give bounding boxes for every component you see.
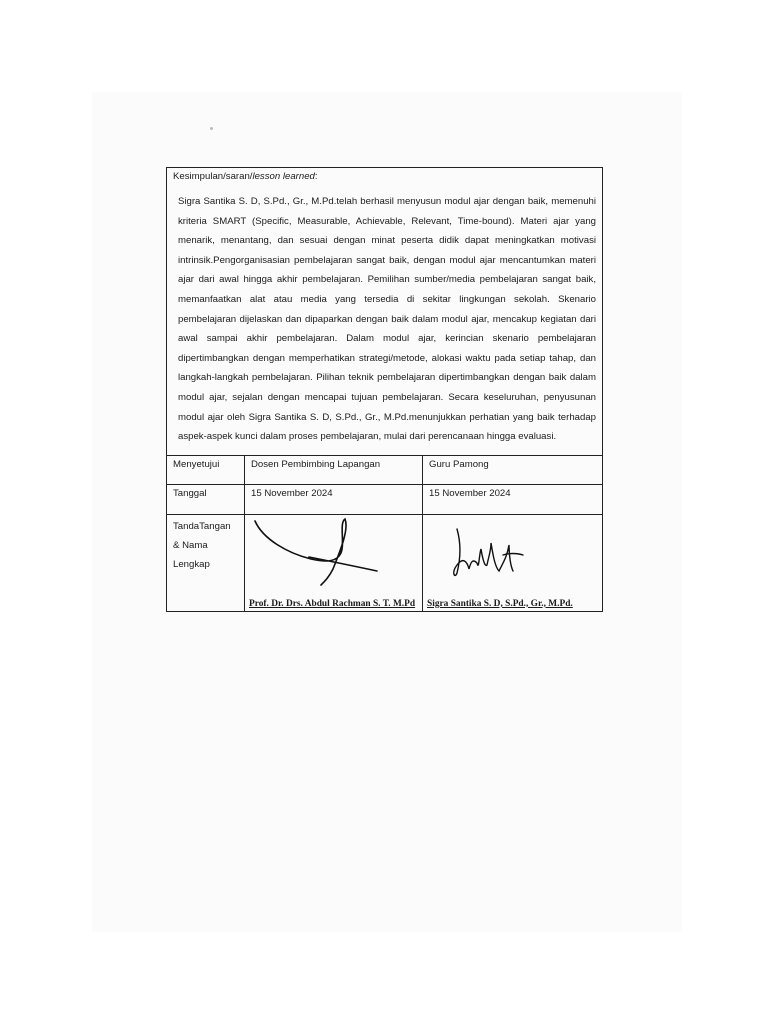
signature-label: TandaTangan & Nama Lengkap — [167, 515, 245, 611]
approval-form — [166, 167, 603, 612]
mentor-name: Sigra Santika S. D, S.Pd., Gr., M.Pd. — [427, 598, 573, 609]
mentor-signature — [427, 515, 587, 587]
approval-label: Menyetujui — [167, 456, 245, 484]
date-label: Tanggal — [167, 485, 245, 514]
table-row-date — [167, 485, 602, 515]
signature-mentor-cell — [423, 515, 602, 611]
date-supervisor: 15 November 2024 — [245, 485, 423, 514]
summary-heading: Kesimpulan/saran/lesson learned: — [173, 171, 318, 182]
summary-body: Sigra Santika S. D, S.Pd., Gr., M.Pd.telah berhasil menyusun modul ajar dengan baik, memenuhi kriteria SMART (Specific, Measurable, Achievable, Relevant, Time-bound). Materi ajar yang menarik, menantang, dan sesuai dengan minat peserta didik dapat meningkatkan motivasi intrinsik.Pengorganisasian pembelajaran sangat baik, dengan modul ajar mencantumkan materi ajar dari awal hingga akhir pembelajaran. Pemilihan sumber/media pembelajaran sangat baik, memanfaatkan alat atau media yang tersedia di sekitar lingkungan sekolah. Skenario pembelajaran dijelaskan dan dipaparkan dengan baik dalam modul ajar, mencakup kegiatan dari awal sampai akhir pembelajaran. Dalam modul ajar, kerincian skenario pembelajaran dipertimbangkan dengan memperhatikan strategi/metode, alokasi waktu pada setiap tahap, dan langkah-langkah pembelajaran. Pilihan teknik pembelajaran dipertimbangkan dengan baik dalam modul ajar, sejalan dengan mencapai tujuan pembelajaran. Secara keseluruhan, penyusunan modul ajar oleh Sigra Santika S. D, S.Pd., Gr., M.Pd.menunjukkan perhatian yang baik terhadap aspek-aspek kunci dalam proses pembelajaran, mulai dari perencanaan hingga evaluasi. — [178, 196, 596, 443]
dust-mark — [210, 127, 213, 130]
table-row-header — [167, 456, 602, 485]
table-row-signature — [167, 515, 602, 611]
header-mentor-teacher: Guru Pamong — [429, 458, 489, 470]
supervisor-name: Prof. Dr. Drs. Abdul Rachman S. T. M.Pd — [249, 598, 416, 609]
signature-supervisor-cell — [245, 515, 423, 611]
supervisor-signature — [249, 515, 417, 587]
header-supervisor: Dosen Pembimbing Lapangan — [245, 456, 423, 484]
date-mentor-teacher: 15 November 2024 — [429, 487, 511, 499]
summary-section — [167, 168, 602, 456]
